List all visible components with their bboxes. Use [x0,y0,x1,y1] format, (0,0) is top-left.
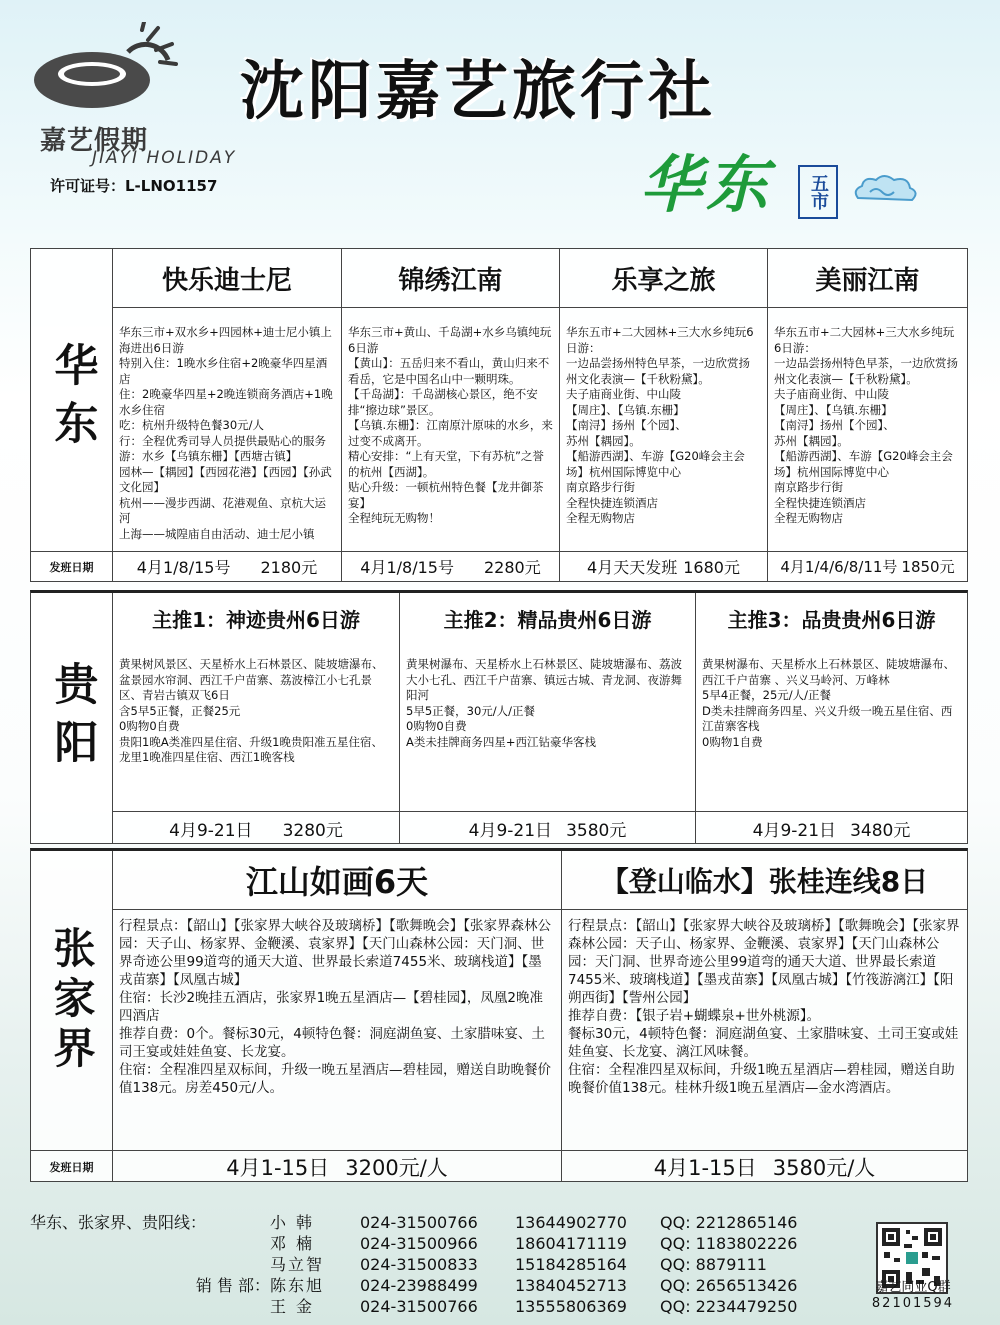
route-dates: 4月1/4/6/8/11号 [780,558,898,576]
route-schedule [400,811,695,844]
huadong-side-label: 华东 [31,249,113,551]
contact-phone: 024-31500833 [360,1255,478,1274]
huadong-date-label: 发班日期 [31,551,113,582]
route-dates: 4月9-21日 [468,820,553,841]
qr-code-caption [864,1280,962,1312]
contact-name: 陈东旭 [270,1276,325,1295]
zhangjiajie-route-2 [561,851,967,1182]
contact-name: 邓楠 [270,1234,323,1253]
route-description: 华东五市+二大园林+三大水乡纯玩6日游： 一边品尝扬州特色早茶，一边欣赏扬州文化表演—【千秋粉黛】。 夫子庙商业街、中山陵 【周庄】、【乌镇.东栅】 【南浔】扬州【个园】、 苏州【耦园】。 【船游西湖】、车游【G20峰会主会场】杭州国际博览中心 南京路步行街 全程快捷连锁酒店 全程无购物店 [566,325,754,525]
route-title: 江山如画6天 [113,851,561,910]
contact-qq: QQ: 1183802226 [660,1234,798,1253]
route-schedule [562,1150,967,1182]
contact-group-label: 华东、张家界、贵阳线： [30,1213,207,1232]
contact-mobile: 18604171119 [515,1234,627,1253]
contact-phone: 024-31500966 [360,1234,478,1253]
route-schedule [113,551,341,581]
contact-group-label [30,1233,270,1254]
route-dates: 4月9-21日 [752,820,837,841]
brand-logo-icon [30,22,180,112]
route-description: 黄果树瀑布、天星桥水上石林景区、陡坡塘瀑布、西江千户苗寨 、兴义马岭河、万峰林 5早4正餐，25元/人/正餐 D类未挂牌商务四星、兴义升级一晚五星住宿、西江苗寨客栈 0购物1自费 [702,657,955,749]
route-price: 3480元 [850,820,911,841]
route-title: 主推1：神迹贵州6日游 [152,607,360,632]
route-schedule [560,551,767,581]
contact-group-label: 销 售 部： [195,1276,270,1295]
route-title: 主推2：精品贵州6日游 [443,607,652,632]
route-title: 快乐迪士尼 [113,249,341,308]
contact-row [30,1233,835,1254]
zhangjiajie-section [30,848,968,1182]
route-title: 锦绣江南 [342,249,559,308]
contact-qq: QQ: 2234479250 [660,1297,798,1316]
route-schedule [342,551,559,581]
route-price: 1850元 [901,558,955,576]
huadong-route-4 [767,249,967,581]
huadong-section [30,248,968,582]
contact-phone: 024-31500766 [360,1213,478,1232]
zhangjiajie-route-1 [113,851,561,1182]
guiyang-route-3 [695,593,967,844]
contact-qq: QQ: 2656513426 [660,1276,798,1295]
guiyang-route-1 [113,593,399,844]
zhangjiajie-date-label: 发班日期 [31,1150,113,1182]
qr-group-number: 82101594 [871,1296,955,1311]
guiyang-side-label: 贵阳 [31,593,113,844]
contact-group-label [30,1254,270,1275]
route-dates: 4月9-21日 [169,820,253,841]
zhangjiajie-side-label: 张家界 [31,851,113,1150]
route-dates: 4月1-15日 [226,1155,330,1180]
route-description: 黄果树瀑布、天星桥水上石林景区、陡坡塘瀑布、荔波大小七孔、西江千户苗寨、镇远古城、青龙洞、夜游舞阳河 5早5正餐，30元/人/正餐 0购物0自费 A类未挂牌商务四星+西江钻豪华客栈 [406,657,682,749]
route-schedule [113,1150,561,1182]
brand-name-cn: 嘉艺假期 [40,126,149,156]
contact-name: 小韩 [270,1213,323,1232]
contact-row [30,1296,835,1317]
route-price: 2280元 [483,558,541,577]
contact-phone: 024-23988499 [360,1276,478,1295]
guiyang-route-2 [399,593,695,844]
route-dates: 4月1/8/15号 [360,558,454,577]
region-title: 华东 [640,148,773,221]
license-number: 许可证号：L-LNO1157 [50,177,218,195]
route-description: 华东五市+二大园林+三大水乡纯玩6日游： 一边品尝扬州特色早茶，一边欣赏扬州文化表演—【千秋粉黛】。 夫子庙商业街、中山陵 【周庄】、【乌镇.东栅】 【南浔】扬州【个园】、 苏州【耦园】。 【船游西湖】、车游【G20峰会主会场】杭州国际博览中心 南京路步行街 全程快捷连锁酒店 全程无购物店 [774,325,958,525]
route-description: 华东三市+黄山、千岛湖+水乡乌镇纯玩6日游 【黄山】：五岳归来不看山，黄山归来不看岳，它是中国名山中一颗明珠。 【千岛湖】：千岛湖核心景区，绝不安排“擦边球”景区。 【乌镇.东栅】：江南原汁原味的水乡，来过变不成离开。 精心安排：“上有天堂，下有苏杭”之誉的杭州【西湖】。 贴心升级：一顿杭州特色餐【龙井御茶宴】 全程纯玩无购物！ [348,325,553,525]
contact-qq: QQ: 2212865146 [660,1213,798,1232]
route-title: 乐享之旅 [560,249,767,308]
contact-name: 王金 [270,1297,323,1316]
route-dates: 4月天天发班 [587,558,678,577]
brand-name-en: JIAYI HOLIDAY [92,148,237,168]
route-description: 黄果树风景区、天星桥水上石林景区、陡坡塘瀑布、盆景园水帘洞、西江千户苗寨、荔波樟江小七孔景区、青岩古镇双飞6日 含5早5正餐，正餐25元 0购物0自费 贵阳1晚A类准四星住宿、升级1晚贵阳准五星住宿、龙里1晚准四星住宿、西江1晚客栈 [119,657,384,764]
contact-mobile: 13840452713 [515,1276,627,1295]
route-schedule [768,551,967,581]
contact-phone: 024-31500766 [360,1297,478,1316]
contact-list [30,1212,835,1317]
contact-qq: QQ: 8879111 [660,1255,767,1274]
route-price: 3200元/人 [345,1155,448,1180]
route-dates: 4月1/8/15号 [136,558,231,577]
route-title: 主推3：品贵贵州6日游 [727,607,936,632]
route-description: 华东三市+双水乡+四园林+迪士尼小镇上海进出6日游 特别入住：1晚水乡住宿+2晚豪华四星酒店 住：2晚豪华四星+2晚连锁商务酒店+1晚水乡住宿 吃：杭州升级特色餐30元/人 行：全程优秀司导人员提供最贴心的服务 游：水乡【乌镇东栅】【西塘古镇】 园林—【耦园】【西园花港】【西园】【孙武文化园】 杭州——漫步西湖、花港观鱼、京杭大运河 上海——城隍庙自由活动、迪士尼小镇 [119,325,333,541]
contact-row [30,1212,835,1233]
route-description: 行程景点：【韶山】【张家界大峡谷及玻璃桥】【歌舞晚会】【张家界森林公园：天子山、杨家界、金鞭溪、袁家界】【天门山森林公园：天门洞、世界奇迹公里99道弯的通天大道、世界最长索道7455米、玻璃栈道】【墨戎苗寨】【凤凰古城】 住宿：长沙2晚挂五酒店，张家界1晚五星酒店—【碧桂园】，凤凰2晚准四酒店 推荐自费：0个。餐标30元，4顿特色餐：洞庭湖鱼宴、土家腊味宴、土司王宴或娃娃鱼宴、长龙宴。 住宿：全程准四星双标间，升级一晚五星酒店—碧桂园，赠送自助晚餐价值138元。房差450元/人。 [119,918,551,1096]
huadong-route-2 [341,249,559,581]
contact-name: 马立智 [270,1255,325,1274]
route-price: 3580元/人 [772,1155,876,1180]
qr-group-label: 嘉艺同业Q群 [875,1280,951,1295]
route-price: 1680元 [683,558,740,577]
cloud-icon [850,172,920,208]
guiyang-section [30,590,968,844]
contact-row [30,1275,835,1296]
route-schedule [113,811,399,844]
route-description: 行程景点：【韶山】【张家界大峡谷及玻璃桥】【歌舞晚会】【张家界森林公园：天子山、杨家界、金鞭溪、袁家界】【天门山森林公园：天门洞、世界奇迹公里99道弯的通天大道、世界最长索道7455米、玻璃栈道】【墨戎苗寨】【凤凰古城】【竹筏游漓江】【阳朔西街】【訾州公园】 推荐自费：【银子岩+蝴蝶泉+世外桃源】。 餐标30元，4顿特色餐：洞庭湖鱼宴、土家腊味宴、土司王宴或娃娃鱼宴、长龙宴、漓江风味餐。 住宿：全程准四星双标间，升级1晚五星酒店—碧桂园，赠送自助晚餐价值138元。桂林升级1晚五星酒店—金水湾酒店。 [568,918,960,1096]
route-schedule [696,811,967,844]
huadong-route-3 [559,249,767,581]
company-title: 沈阳嘉艺旅行社 [240,55,716,129]
route-price: 2180元 [260,558,318,577]
contact-row [30,1254,835,1275]
contact-mobile: 15184285164 [515,1255,627,1274]
route-title: 美丽江南 [768,249,967,308]
route-price: 3280元 [282,820,343,841]
region-subtitle: 五市 [798,165,838,219]
contact-mobile: 13555806369 [515,1297,627,1316]
huadong-route-1 [113,249,341,581]
route-dates: 4月1-15日 [653,1155,757,1180]
contact-group-label [30,1296,270,1317]
contact-mobile: 13644902770 [515,1213,627,1232]
route-price: 3580元 [566,820,627,841]
route-title: 【登山临水】张桂连线8日 [562,851,967,910]
